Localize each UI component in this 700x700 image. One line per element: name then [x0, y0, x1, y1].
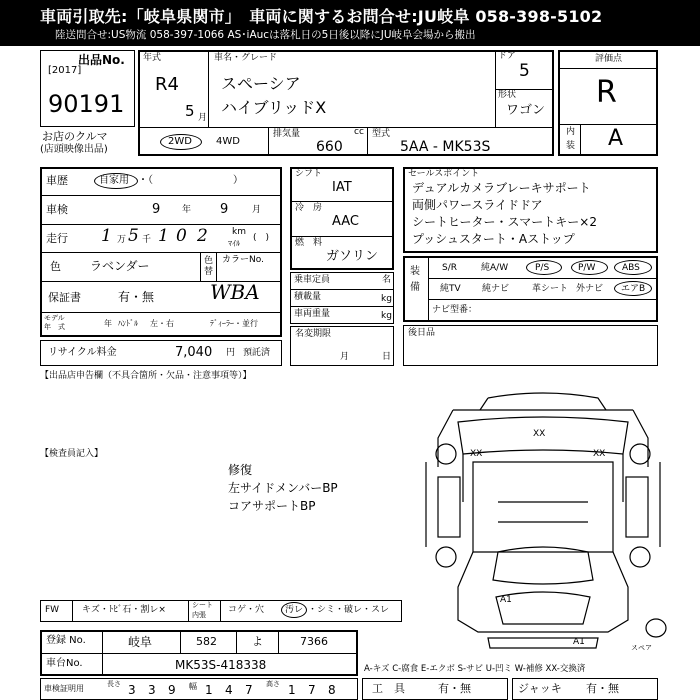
cert-hei-2: 7 [308, 683, 316, 697]
sales-point-2: 両側パワースライドドア [412, 198, 543, 212]
cooler-value: AAC [332, 214, 359, 229]
score-label: 評価点 [595, 54, 623, 64]
tools-label: 工 具 [372, 682, 405, 695]
sales-point-1: デュアルカメラブレーキサポート [412, 181, 591, 195]
spare-label: スペア [631, 644, 652, 650]
inspection-year-unit: 年 [182, 205, 192, 215]
weight-unit: kg [381, 311, 392, 321]
dealer-value: ﾃﾞｨｰﾗｰ・並行 [210, 319, 258, 328]
sales-point-3: シートヒーター・スマートキー×2 [412, 215, 597, 229]
shape-label: 形状 [498, 90, 517, 100]
car-damage-diagram [418, 392, 668, 650]
cert-wid-3: 7 [245, 683, 253, 697]
post-install-label: 後日品 [408, 328, 436, 338]
model-value: 5AA - MK53S [400, 139, 491, 155]
car-label: 車名・グレード [214, 53, 278, 63]
color-code-label: カラーNo. [222, 255, 264, 265]
fuel-value: ガソリン [326, 249, 379, 264]
mileage-mile: ﾏｲﾙ [228, 239, 240, 248]
equip-ext-navi: 外ナビ [576, 284, 604, 294]
weight-label: 車両重量 [294, 309, 331, 319]
store-car: お店のクルマ [42, 130, 108, 143]
equip-airbag: エアB [621, 284, 646, 294]
name-change-unit-2: 日 [382, 352, 392, 362]
dirt-label: 汚レ [285, 605, 304, 615]
cert-wid-2: 4 [225, 683, 233, 697]
mileage-km: km [232, 227, 246, 237]
interior-label-2: 装 [566, 141, 576, 151]
post-install-box [403, 325, 658, 366]
equipment-label-1: 装 [410, 266, 420, 277]
nengo-month-unit: 月 [198, 113, 208, 123]
warranty-value: 有・無 [118, 290, 155, 304]
model-year-label-2: 年 式 [44, 323, 65, 331]
displacement-value: 660 [316, 139, 343, 155]
mark-xx-right: XX [593, 449, 606, 459]
cert-label: 車検証明用 [44, 684, 84, 693]
cert-hei-3: 8 [328, 683, 336, 697]
name-change-label: 名変期限 [295, 329, 332, 339]
recycle-value: 7,040 [175, 345, 213, 360]
equip-abs: ABS [622, 263, 640, 273]
inspector-label: 【検査員記入】 [40, 449, 104, 459]
registration-num1: 582 [196, 635, 217, 648]
nengo-label: 年式 [143, 53, 162, 63]
score-value: R [596, 75, 617, 110]
drive-4wd: 4WD [216, 136, 240, 147]
fuel-label: 燃 料 [295, 238, 323, 248]
equip-pw: P/W [578, 263, 596, 273]
color-change-2: 替 [204, 267, 214, 277]
registration-pref: 岐阜 [128, 635, 153, 649]
model-year-unit: 年 [104, 319, 112, 328]
mark-xx-left: XX [470, 449, 483, 459]
mileage-digit-5: 2 [197, 226, 208, 246]
recycle-note: 預託済 [243, 348, 271, 358]
capacity-label: 乗車定員 [294, 275, 331, 285]
history-rest: ・（ ） [138, 175, 243, 186]
history-label: 車歴 [46, 174, 68, 187]
mileage-unit-2: 千 [142, 235, 152, 245]
door-label: ドア [498, 51, 516, 61]
displacement-label: 排気量 [273, 129, 301, 139]
displacement-unit: cc [354, 127, 364, 137]
shape-value: ワゴン [506, 103, 546, 118]
cert-hei-1: 1 [288, 683, 296, 697]
inspector-note-1: 修復 [228, 463, 253, 477]
registration-label: 登録 No. [46, 635, 86, 646]
header-banner [0, 0, 700, 46]
load-label: 積載量 [294, 292, 322, 302]
color-value: ラベンダー [90, 259, 150, 273]
shift-value: IAT [332, 180, 352, 195]
lot-year: [2017] [48, 65, 82, 76]
mileage-paren: ( ) [253, 233, 270, 243]
jack-value: 有・無 [586, 682, 619, 695]
recycle-unit: 円 [226, 348, 236, 358]
mileage-digit-4: 0 [176, 226, 187, 246]
cert-len-1: 3 [128, 683, 136, 697]
nengo-era: R4 [155, 74, 179, 95]
mileage-digit-1: 1 [101, 226, 112, 246]
capacity-unit: 名 [382, 275, 392, 285]
door-value: 5 [519, 61, 530, 81]
interior-value: A [608, 126, 624, 151]
mileage-digit-2: 5 [128, 226, 139, 246]
inspection-year: 9 [152, 202, 161, 217]
fw-label: FW [45, 605, 60, 615]
store-report-label: 【出品店申告欄（不具合箇所・欠品・注意事項等）】 [40, 371, 252, 381]
inspection-month: 9 [220, 202, 229, 217]
navi-model: ナビ型番： [432, 305, 478, 315]
inspector-note-2: 左サイドメンバーBP [228, 481, 338, 495]
handle-label: ﾊﾝﾄﾞﾙ [118, 319, 138, 328]
history-value: 自家用 [99, 175, 129, 186]
tools-value: 有・無 [438, 682, 471, 695]
mark-a1-rear: A1 [500, 595, 512, 605]
cert-wid-1: 1 [205, 683, 213, 697]
header-line-2: 陸送問合せ:US物流 058-397-1066 AS･iAucは落札日の5日後以降にJU岐阜会場から搬出 [55, 29, 476, 41]
name-change-unit: 月 [340, 352, 350, 362]
color-change-1: 色 [204, 256, 214, 266]
cooler-label: 冷 房 [295, 203, 323, 213]
drive-2wd: 2WD [168, 136, 192, 147]
fw-value: キズ・ﾄﾋﾞ石・割レ× [82, 605, 166, 615]
equip-sr: S/R [442, 263, 457, 273]
equip-leather: 革シート [532, 284, 569, 294]
chassis-value: MK53S-418338 [175, 658, 267, 672]
sales-points-label: セールスポイント [408, 169, 480, 179]
jack-label: ジャッキ [518, 682, 562, 695]
registration-kana: よ [252, 635, 263, 648]
warranty-label: 保証書 [48, 291, 81, 304]
lot-number: 90191 [48, 90, 125, 118]
color-code: WBA [210, 280, 260, 304]
inspection-label: 車検 [46, 203, 68, 216]
chassis-label: 車台No. [46, 658, 83, 669]
header-line-1: 車両引取先:「岐阜県関市」 車両に関するお問合せ:JU岐阜 058-398-5102 [40, 7, 603, 26]
dirt-rest: ・シミ・破レ・スレ [308, 605, 390, 615]
registration-num2: 7366 [300, 635, 328, 648]
recycle-label: リサイクル料金 [48, 347, 117, 358]
seat-label-2: 内張 [192, 611, 206, 619]
store-sub: (店頭映像出品) [40, 144, 108, 155]
nengo-month: 5 [185, 102, 195, 120]
equipment-label-2: 備 [410, 282, 420, 293]
mileage-label: 走行 [46, 232, 68, 245]
damage-legend: A-キズ C-腐食 E-エクボ S-サビ U-凹ミ W-補修 XX-交換済 [364, 664, 586, 674]
model-year-label-1: モデル [44, 314, 65, 322]
mileage-digit-3: 1 [158, 226, 169, 246]
sales-point-4: プッシュスタート・Aストップ [412, 232, 575, 246]
mileage-unit-1: 万 [117, 235, 127, 245]
lot-label: 出品No. [78, 53, 125, 67]
mark-a1-bumper: A1 [573, 637, 585, 647]
handle-value: 左・右 [150, 319, 174, 328]
interior-label-1: 内 [566, 127, 576, 137]
cert-width-label: 幅 [189, 682, 197, 691]
cert-length-label: 長さ [107, 680, 121, 688]
inspector-note-3: コアサポートBP [228, 499, 316, 513]
color-label: 色 [50, 260, 61, 273]
equip-ps: P/S [535, 263, 550, 273]
seat-value: コゲ・穴 [228, 605, 265, 615]
cert-height-label: 高さ [266, 680, 280, 688]
cert-len-3: 9 [168, 683, 176, 697]
car-name: スペーシア [221, 74, 301, 93]
equip-tv: 純TV [440, 284, 461, 294]
model-label: 型式 [372, 129, 391, 139]
mark-xx-front: XX [533, 429, 546, 439]
car-grade: ハイブリッドX [221, 98, 327, 117]
cert-len-2: 3 [148, 683, 156, 697]
seat-label-1: シート [192, 601, 213, 609]
equip-aw: 純A/W [481, 263, 509, 273]
shift-label: シフト [295, 169, 323, 179]
load-unit: kg [381, 294, 392, 304]
inspection-month-unit: 月 [252, 205, 262, 215]
equip-navi: 純ナビ [482, 284, 510, 294]
